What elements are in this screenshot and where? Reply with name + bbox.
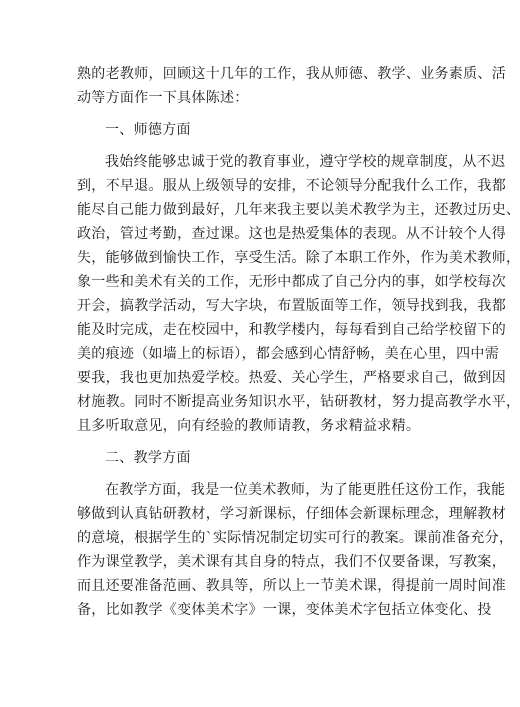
paragraph-line: 能尽自己能力做到最好，几年来我主要以美术教学为主，还教过历史、 [77,202,520,218]
paragraph-line: 能及时完成，走在校园中，和教学楼内，每每看到自己给学校留下的 [77,322,506,338]
document-page [77,62,520,622]
intro-line-2: 动等方面作一下具体陈述： [77,90,249,106]
paragraph-line: 象一些和美术有关的工作，无形中都成了自己分内的事，如学校每次 [77,274,506,290]
paragraph-line: 在教学方面，我是一位美术教师，为了能更胜任这份工作，我能 [105,482,506,498]
paragraph-line: 作为课堂教学，美术课有其自身的特点，我们不仅要备课，写教案， [77,554,506,570]
paragraph-line: 政治，管过考勤，查过课。这也是热爱集体的表现。从不计较个人得 [77,226,506,242]
paragraph-line: 我始终能够忠诚于党的教育事业，遵守学校的规章制度，从不迟 [105,154,506,170]
paragraph-line: 美的痕迹（如墙上的标语），都会感到心情舒畅，美在心里，四中需 [77,346,499,362]
paragraph-line: 而且还要准备范画、教具等，所以上一节美术课，得提前一周时间准 [77,578,506,594]
paragraph-line: 失，能够做到愉快工作，享受生活。除了本职工作外，作为美术教师， [77,250,520,266]
paragraph-line: 备，比如教学《变体美术字》一课，变体美术字包括立体变化、投 [77,602,492,618]
section-heading-teaching: 二、教学方面 [105,450,191,466]
paragraph-line: 材施教。同时不断提高业务知识水平，钻研教材，努力提高教学水平， [77,394,520,410]
paragraph-line: 且多听取意见，向有经验的教师请教，务求精益求精。 [77,418,421,434]
paragraph-line: 到，不早退。服从上级领导的安排，不论领导分配我什么工作，我都 [77,178,506,194]
paragraph-line: 够做到认真钻研教材，学习新课标，仔细体会新课标理念，理解教材 [77,506,506,522]
section-heading-ethics: 一、师德方面 [105,122,191,138]
paragraph-line: 开会，搞教学活动，写大字块，布置版面等工作，领导找到我，我都 [77,298,506,314]
paragraph-line: 的意境，根据学生的`实际情况制定切实可行的教案。课前准备充分， [77,530,514,546]
intro-line-1: 熟的老教师，回顾这十几年的工作，我从师德、教学、业务素质、活 [77,66,506,82]
paragraph-line: 要我，我也更加热爱学校。热爱、关心学生，严格要求自己，做到因 [77,370,506,386]
